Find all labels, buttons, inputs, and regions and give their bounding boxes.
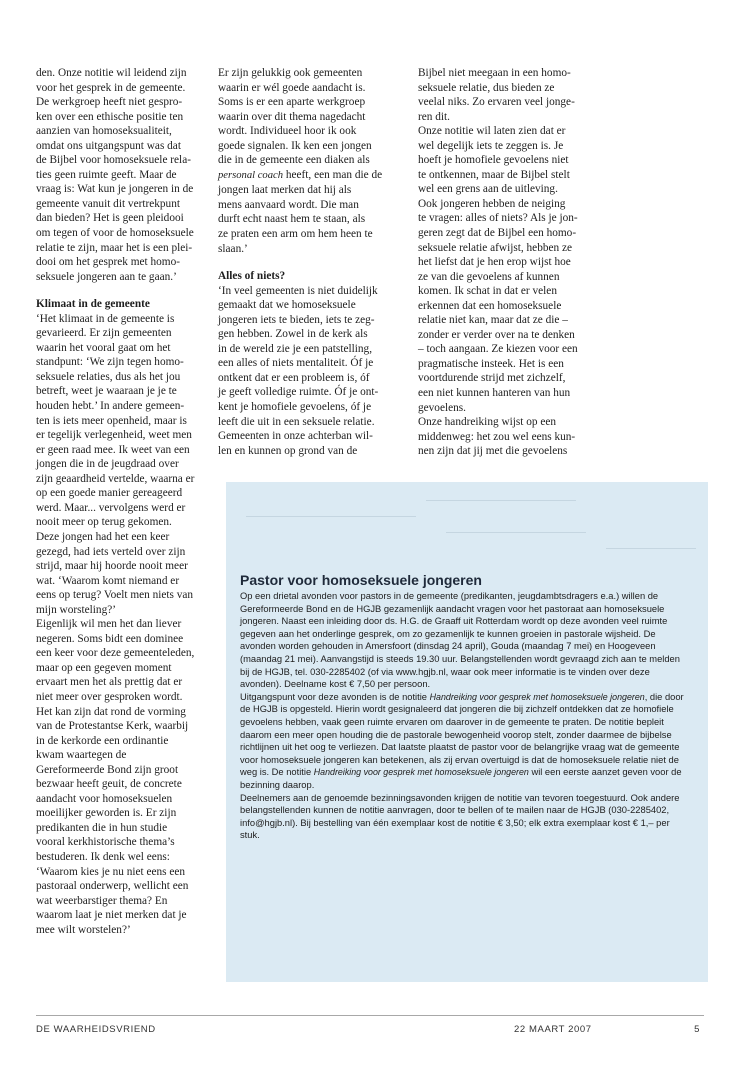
text-line: er geen raad mee. Ik weet van een [36,443,190,456]
italic-phrase: personal coach [218,169,284,181]
text-line: seksuele relatie afwijst, hebben ze [418,241,573,254]
text-line: durft echt naast hem te staan, als [218,213,366,226]
text-line: een niet kunnen hanteren van hun [418,387,571,400]
text-line: den. Onze notitie wil leidend zijn [36,67,187,79]
text-line: omdat ons uitgangspunt was dat [36,139,181,152]
text-line: bezwaar heeft geuit, de concrete [36,778,182,791]
text-line: gevoelens. [418,401,466,414]
text-line: middenweg: het zou wel eens kun- [418,430,576,443]
line-rest: heeft, een man die de [283,168,383,181]
text-line: wat. ‘Waarom komt niemand er [36,574,180,587]
text-line: in de wereld zie je een patstelling, [218,342,373,355]
text-line: die in de gemeente een diaken als [218,154,370,167]
info-box-title: Pastor voor homoseksuele jongeren [240,572,482,588]
text-line: Gemeenten in onze achterban wil- [218,430,373,443]
text-line: betreft, weet je waaraan je je te [36,385,177,398]
text-line: pastoraal onderwerp, wellicht een [36,880,189,893]
text-line: erkennen dat een homoseksuele [418,299,562,312]
text-line: Het kan zijn dat rond de vorming [36,705,186,718]
text-line: aandacht voor homoseksuelen [36,792,173,805]
text-line: seksuele relaties, dus als het jou [36,370,181,383]
text-line: te ontkennen, maar de Bijbel stelt [418,168,570,181]
show-through-line [606,548,696,549]
text-line: ten is iets meer openheid, maar is [36,414,187,427]
info-box-paragraph-2 [240,691,686,792]
text-line: relatie niet kan, maar dat ze die – [418,314,568,327]
p2-text-b: , die door de HGJB is opgesteld. Hierin wordt gesignaleerd dat jongeren die bij zichzelf ontdekken dat ze homofiele gevoelens hebben, vaak geen ruimte ervaren om daarover in de gemeente te praten. De notitie bepleit daarom een meer open houding die de pastorale bewogenheid voorop stelt, zonder daarmee de bijbelse richtlijnen uit het oog te verliezen. Dat laatste plaatst de pastor voor de belangrijke vraag wat de gemeente voor homoseksuele jongeren kan betekenen, als zij ervan overtuigd is dat de homoseksuele relatie niet de weg is. De notitie [240,691,684,778]
text-line: Soms is er een aparte werkgroep [218,96,366,109]
text-line: ken over een ethische positie ten [36,110,184,123]
text-line: waarin het vooral gaat om het [36,341,171,354]
text-line: bestuderen. Ik denk wel eens: [36,850,170,863]
text-line: Bijbel niet meegaan in een homo- [418,67,571,79]
text-line: hoeft je homofiele gevoelens niet [418,154,569,167]
text-line: voor het gesprek in de gemeente. [36,81,186,94]
column-1-body [36,312,208,938]
text-line: ‘Het klimaat in de gemeente is [36,312,175,325]
publication-name: DE WAARHEIDSVRIEND [36,1024,156,1035]
text-line: waarin over dit thema nagedacht [218,110,366,123]
text-line: jongen laat merken dat hij als [218,184,352,197]
issue-date: 22 MAART 2007 [514,1024,592,1035]
text-line: jongeren iets te bieden, iets te zeg- [218,313,375,326]
page-number: 5 [694,1024,700,1035]
p2-title-italic-1: Handreiking voor gesprek met homoseksuele jongeren [429,691,645,702]
text-line: eens op terug? Voelt men niets van [36,589,194,602]
text-line: ervaart men het als prettig dat er [36,676,183,689]
text-line: Onze notitie wil laten zien dat er [418,125,566,138]
text-line: houden hebt.’ In andere gemeen- [36,400,185,413]
column-2-intro [218,66,396,256]
text-line: pragmatische insteek. Het is een [418,357,564,370]
column-3-body [418,66,596,459]
text-line: ‘Waarom kies je nu niet eens een [36,865,186,878]
text-line: gezegd, had iets verteld over zijn [36,545,186,558]
info-box [226,482,708,982]
text-line: gemaakt dat we homoseksuele [218,299,356,312]
text-line: komen. Ik schat in dat er velen [418,285,557,298]
footer-rule [36,1015,704,1016]
p2-title-italic-2: Handreiking voor gesprek met homoseksuele jongeren [313,767,529,778]
text-line: je geeft volledige ruimte. Óf je ont- [218,386,379,399]
text-line: kwam waartegen de [36,749,127,762]
text-line: negeren. Soms bidt een dominee [36,632,184,645]
text-line: een keer voor deze gemeenteleden, [36,647,195,660]
text-line: dan bieden? Het is geen pleidooi [36,212,184,225]
text-line: jongen die in de jeugdraad over [36,458,179,471]
text-line: mijn worsteling?’ [36,603,117,616]
text-line: ties geen ruimte geeft. Maar de [36,168,177,181]
article-column-1 [36,66,208,937]
text-line [218,168,396,184]
text-line: nooit meer op terug gekomen. [36,516,172,529]
show-through-line [246,516,416,517]
show-through-line [446,532,586,533]
text-line: Er zijn gelukkig ook gemeenten [218,67,363,79]
text-line: wel een grens aan de uitleving. [418,183,558,196]
info-box-content [240,572,686,842]
text-line: ze van die gevoelens af kunnen [418,270,560,283]
section-heading-klimaat: Klimaat in de gemeente [36,298,150,311]
text-line: strijd, maar hij hoorde nooit meer [36,560,188,573]
text-line: voortdurende strijd met zichzelf, [418,372,566,385]
text-line: vooral kerkhistorische thema’s [36,836,175,849]
text-line: moeilijker geworden is. Er zijn [36,807,177,820]
info-box-paragraph-1: Op een drietal avonden voor pastors in de gemeente (predikanten, jeugdambtsdragers e.a.) willen de Gereformeerde Bond en de HGJB gezamenlijk aandacht vragen voor het pastoraat aan homoseksuele jongeren. Naast een inleiding door ds. H.G. de Graaff uit Rotterdam wordt op deze avonden veel ruimte gegeven aan het onderlinge gesprek, om zo gezamenlijk te kunnen groeien in pastorale wijsheid. De avonden worden gehouden in Amersfoort (dinsdag 24 april), Gouda (maandag 7 mei) en Hoogeveen (maandag 21 mei). Aanvangstijd is steeds 19.30 uur. Belangstellenden wordt gevraagd zich aan te melden bij de HGJB, tel. 030-2285402 (of via www.hgjb.nl, waar ook meer informatie is te vinden over deze avonden). Deelname kost € 7,50 per persoon. [240,591,680,690]
show-through-line [426,500,576,501]
text-line: zijn geaardheid vertelde, waarna er [36,472,195,485]
text-line: Onze handreiking wijst op een [418,416,557,429]
text-line: slaan.’ [218,242,248,255]
text-line: wordt. Individueel hoor ik ook [218,125,357,138]
article-column-2 [218,66,396,458]
text-line: Gereformeerde Bond zijn groot [36,763,179,776]
text-line: de Bijbel voor homoseksuele rela- [36,154,191,167]
text-line: len en kunnen op grond van de [218,444,358,457]
text-line: – toch aangaan. Ze kiezen voor een [418,343,578,356]
text-line: op een goede manier gereageerd [36,487,183,500]
text-line: ontkent dat er een probleem is, óf [218,371,370,384]
text-line: gevarieerd. Er zijn gemeenten [36,327,172,340]
text-line: het liefst dat je hen erop wijst hoe [418,256,571,269]
text-line: wat weerbarstiger thema? En [36,894,168,907]
column-1-intro [36,66,208,284]
text-line: in de kerkorde een ordinantie [36,734,169,747]
text-line: een alles of niets mentaliteit. Óf je [218,357,374,370]
text-line: geren zegt dat de Bijbel een homo- [418,227,577,240]
p2-text-a: Uitgangspunt voor deze avonden is de notitie [240,691,430,702]
text-line: De werkgroep heeft niet gespro- [36,96,183,109]
text-line: ren dit. [418,110,450,123]
text-line: Deze jongen had het een keer [36,530,170,543]
text-line: gen hebben. Zowel in de kerk als [218,328,368,341]
text-line: vraag is: Wat kun je jongeren in de [36,183,194,196]
text-line: nen zijn dat jij met die gevoelens [418,445,568,458]
text-line: mens aanvaard wordt. Die man [218,198,359,211]
info-box-paragraph-3: Deelnemers aan de genoemde bezinningsavonden krijgen de notitie van tevoren toegestuurd. Ook andere belangstellenden kunnen de notitie aanvragen, door te bellen of te mailen naar de HGJB (030-2285402, info@hgjb.nl). Bij bestelling van één exemplaar kost de notitie € 3,50; elk extra exemplaar kost € 1,– per stuk. [240,792,680,841]
text-line: leeft die uit in een seksuele relatie. [218,415,375,428]
text-line: zonder er verder over na te denken [418,328,575,341]
text-line: veelal niks. Zo ervaren veel jonge- [418,96,575,109]
text-line: Eigenlijk wil men het dan liever [36,618,182,631]
text-line: niet meer over gesproken wordt. [36,690,183,703]
text-line: relatie te zijn, maar het is een plei- [36,241,193,254]
text-line: standpunt: ‘We zijn tegen homo- [36,356,184,369]
text-line: ze praten een arm om hem heen te [218,228,373,241]
text-line: te vragen: alles of niets? Als je jon- [418,212,578,225]
text-line: maar op een gegeven moment [36,661,172,674]
text-line: seksuele jongeren aan te gaan.’ [36,270,177,283]
text-line: om tegen of voor de homoseksuele [36,227,194,240]
text-line: werd. Maar... vervolgens werd er [36,501,186,514]
text-line: Ook jongeren hebben de neiging [418,197,566,210]
column-2-body [218,284,396,459]
text-line: predikanten die in hun studie [36,821,168,834]
text-line: gemeente vanuit dit vertrekpunt [36,197,180,210]
text-line: waarom laat je niet merken dat je [36,909,187,922]
text-line: seksuele relatie, dus bieden ze [418,81,555,94]
text-line: wel degelijk iets te zeggen is. Je [418,139,564,152]
p2-text-c: wil een eerste aanzet geven voor de bezinning daarop. [240,767,682,790]
text-line: van de Protestantse Kerk, waarbij [36,720,189,733]
text-line: aanzien van homoseksualiteit, [36,125,172,138]
text-line: waarin er wél goede aandacht is. [218,81,366,94]
text-line: ‘In veel gemeenten is niet duidelijk [218,284,378,297]
text-line: dooi om het gesprek met homo- [36,256,181,269]
text-line: goede signalen. Ik ken een jongen [218,139,372,152]
text-line: er tegelijk verlegenheid, weet men [36,429,192,442]
section-heading-alles-of-niets: Alles of niets? [218,270,286,283]
article-column-3 [418,66,596,459]
text-line: kent je homofiele gevoelens, óf je [218,401,372,414]
text-line: mee wilt worstelen?’ [36,923,131,936]
